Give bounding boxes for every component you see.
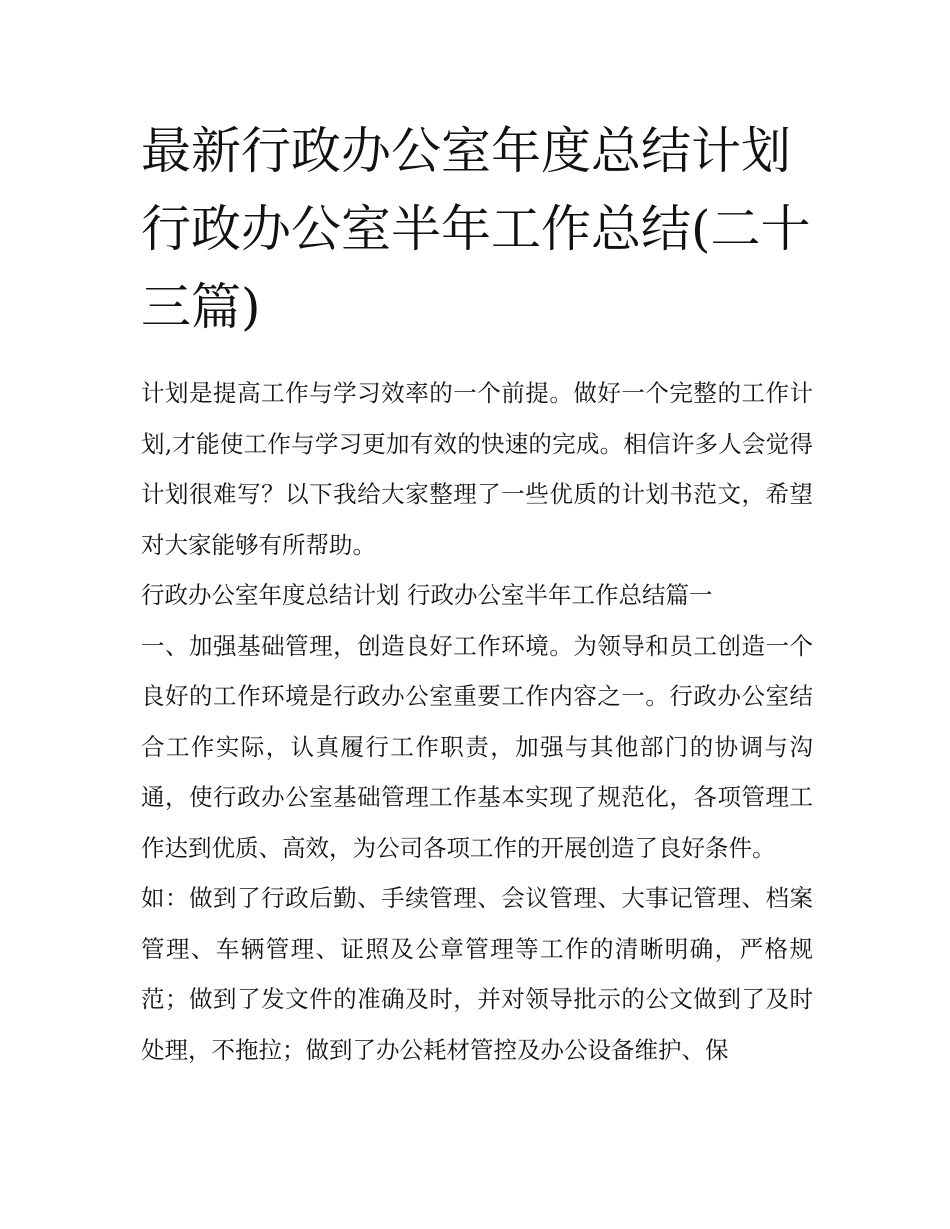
document-body bbox=[141, 368, 813, 1075]
body-paragraph: 如：做到了行政后勤、手续管理、会议管理、大事记管理、档案管理、车辆管理、证照及公章管理等工作的清晰明确，严格规范；做到了发文件的准确及时，并对领导批示的公文做到了及时处理，不拖拉；做到了办公耗材管控及办公设备维护、保 bbox=[141, 884, 813, 1064]
section-heading: 行政办公室年度总结计划 行政办公室半年工作总结篇一 bbox=[141, 581, 713, 609]
document-title: 最新行政办公室年度总结计划 行政办公室半年工作总结(二十三篇) bbox=[141, 122, 811, 336]
intro-paragraph: 计划是提高工作与学习效率的一个前提。做好一个完整的工作计划,才能使工作与学习更加有效的快速的完成。相信许多人会觉得计划很难写？以下我给大家整理了一些优质的计划书范文，希望对大家能够有所帮助。 bbox=[141, 379, 813, 559]
body-paragraph: 一、加强基础管理，创造良好工作环境。为领导和员工创造一个良好的工作环境是行政办公室重要工作内容之一。行政办公室结合工作实际，认真履行工作职责，加强与其他部门的协调与沟通，使行政办公室基础管理工作基本实现了规范化，各项管理工作达到优质、高效，为公司各项工作的开展创造了良好条件。 bbox=[141, 631, 813, 862]
document-page bbox=[141, 112, 813, 1075]
